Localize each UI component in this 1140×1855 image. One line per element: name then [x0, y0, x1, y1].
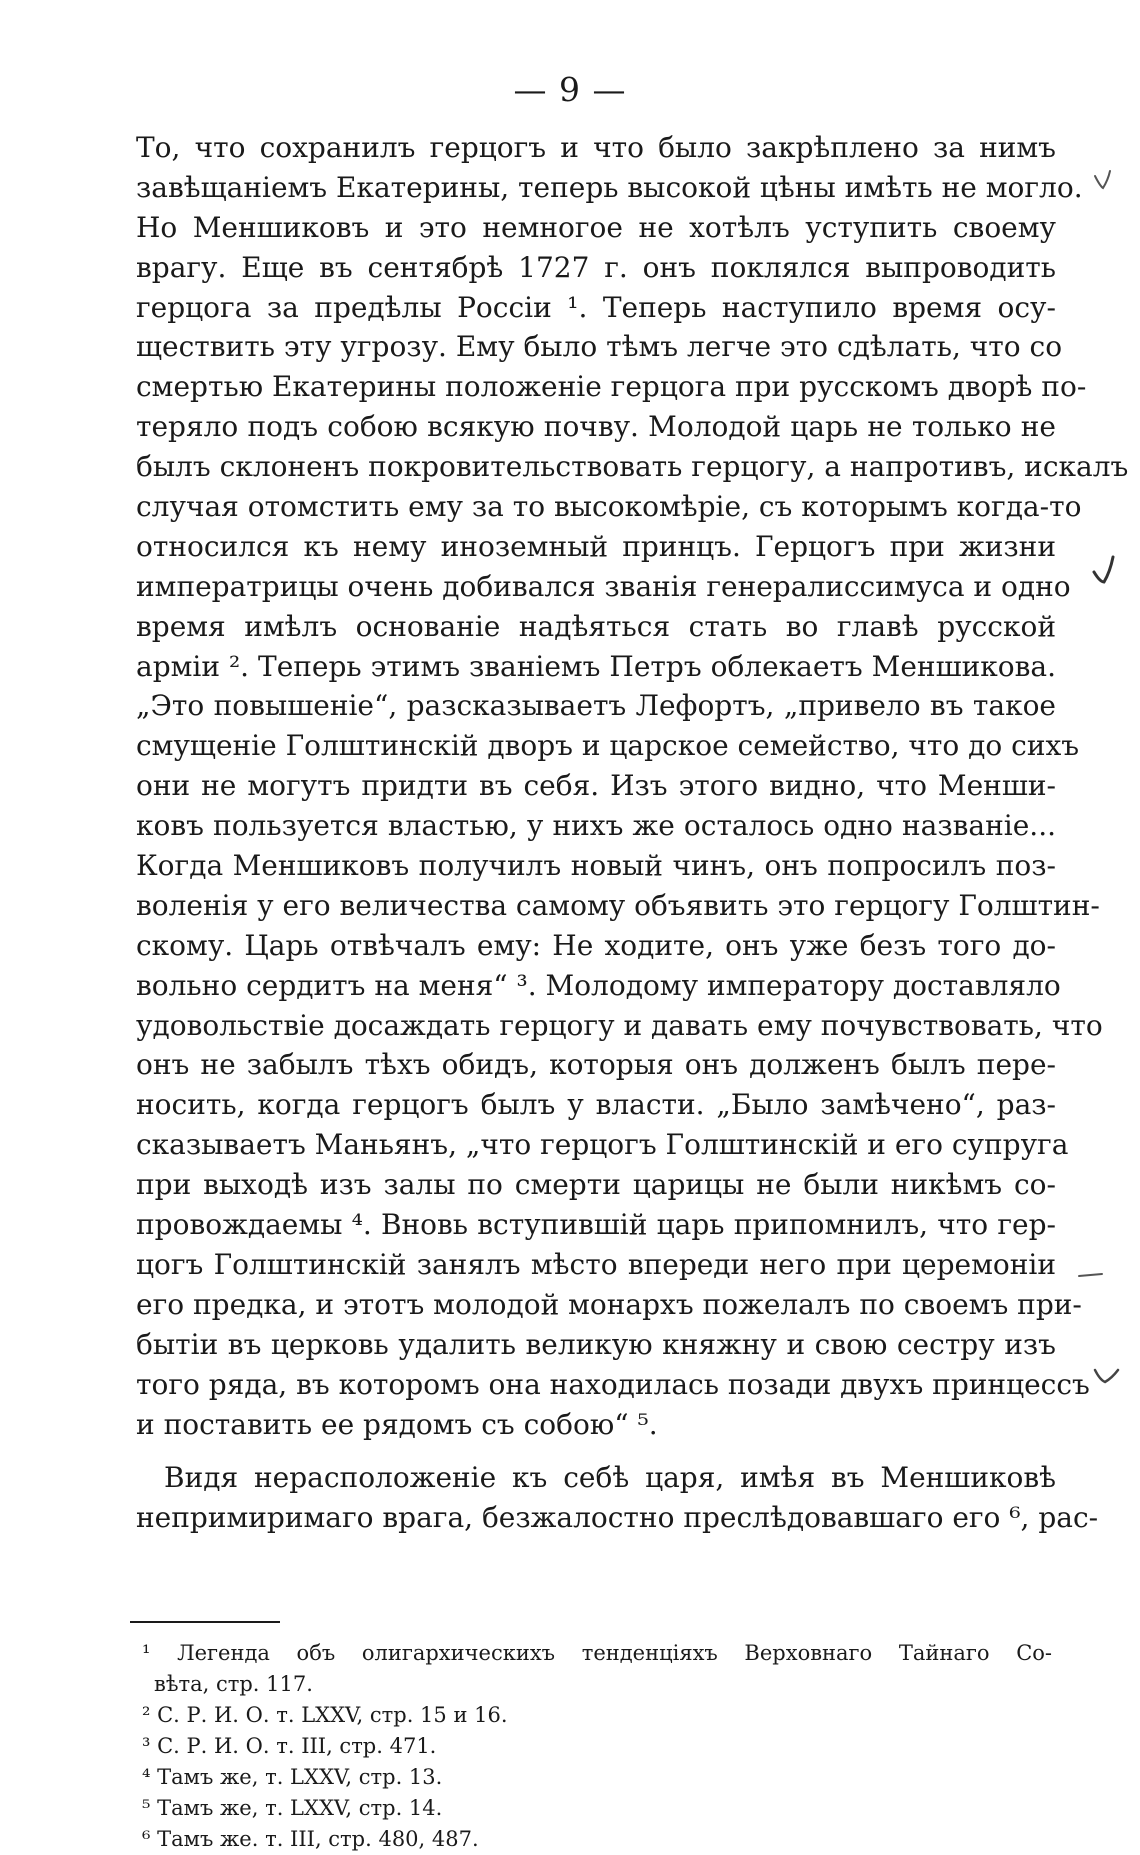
- footnote-1-continuation: вѣта, стр. 117.: [154, 1672, 313, 1696]
- footnote-5: ⁵ Тамъ же, т. LXXV, стр. 14.: [142, 1796, 443, 1820]
- footnote-2: ² С. Р. И. О. т. LXXV, стр. 15 и 16.: [142, 1703, 508, 1727]
- text-line: относился къ нему иноземный принцъ. Герцогъ при жизни: [136, 529, 1056, 563]
- text-line: провождаемы ⁴. Вновь вступившій царь припомнилъ, что гер-: [136, 1208, 1056, 1242]
- text-line: время имѣлъ основаніе надѣяться стать во главѣ русской: [136, 609, 1056, 643]
- footnote-1: ¹ Легенда объ олигархическихъ тенденціяхъ Верховнаго Тайнаго Со-: [142, 1641, 1052, 1665]
- paragraph: [136, 128, 1129, 1444]
- text-line: смущеніе Голштинскій дворъ и царское семейство, что до сихъ: [136, 729, 1080, 763]
- text-line: теряло подъ собою всякую почву. Молодой царь не только не: [136, 410, 1056, 444]
- text-line: завѣщаніемъ Екатерины, теперь высокой цѣны имѣть не могло.: [136, 170, 1083, 204]
- footnote-3: ³ С. Р. И. О. т. III, стр. 471.: [142, 1734, 437, 1758]
- text-line: при выходѣ изъ залы по смерти царицы не были никѣмъ со-: [136, 1168, 1056, 1202]
- text-line: герцога за предѣлы Россіи ¹. Теперь наступило время осу-: [136, 290, 1056, 324]
- text-line: императрицы очень добивался званія генералиссимуса и одно: [136, 569, 1071, 603]
- text-line: носить, когда герцогъ былъ у власти. „Было замѣчено“, раз-: [136, 1088, 1056, 1122]
- margin-check-mark: [1092, 168, 1114, 194]
- footnote-divider: [130, 1621, 280, 1623]
- text-line: былъ склоненъ покровительствовать герцогу, а напротивъ, искалъ: [136, 450, 1129, 484]
- text-line: бытіи въ церковь удалить великую княжну и свою сестру изъ: [136, 1327, 1056, 1361]
- text-line: арміи ². Теперь этимъ званіемъ Петръ облекаетъ Меншикова.: [136, 649, 1056, 683]
- text-line: того ряда, въ которомъ она находилась позади двухъ принцессъ: [136, 1367, 1090, 1401]
- footnote-6: ⁶ Тамъ же. т. III, стр. 480, 487.: [142, 1827, 479, 1851]
- text-line: удовольствіе досаждать герцогу и давать ему почувствовать, что: [136, 1008, 1103, 1042]
- text-line: ковъ пользуется властью, у нихъ же осталось одно названіе...: [136, 809, 1056, 843]
- text-line: случая отомстить ему за то высокомѣріе, съ которымъ когда-то: [136, 490, 1082, 524]
- text-line: врагу. Еще въ сентябрѣ 1727 г. онъ поклялся выпроводить: [136, 250, 1056, 284]
- text-line: цогъ Голштинскій занялъ мѣсто впереди него при церемоніи: [136, 1247, 1056, 1281]
- text-line: вольно сердитъ на меня“ ³. Молодому императору доставляло: [136, 968, 1061, 1002]
- text-line: „Это повышеніе“, разсказываетъ Лефортъ, „привело въ такое: [136, 689, 1056, 723]
- text-line: его предка, и этотъ молодой монархъ пожелалъ по своемъ при-: [136, 1287, 1082, 1321]
- body-text: [136, 128, 1129, 1538]
- footnote-4: ⁴ Тамъ же, т. LXXV, стр. 13.: [142, 1765, 443, 1789]
- text-line: ществить эту угрозу. Ему было тѣмъ легче это сдѣлать, что со: [136, 330, 1063, 364]
- text-line: онъ не забылъ тѣхъ обидъ, которыя онъ долженъ былъ пере-: [136, 1048, 1056, 1082]
- margin-dash-mark: [1076, 1268, 1106, 1282]
- margin-check-mark: [1092, 1362, 1122, 1392]
- paragraph-gap: [136, 1444, 1056, 1458]
- margin-check-mark: [1090, 554, 1118, 588]
- text-line: непримиримаго врага, безжалостно преслѣдовавшаго его ⁶, рас-: [136, 1501, 1099, 1535]
- footnotes: [142, 1638, 1052, 1855]
- text-line: То, что сохранилъ герцогъ и что было закрѣплено за нимъ: [136, 131, 1056, 164]
- text-line: и поставить ее рядомъ съ собою“ ⁵.: [136, 1407, 658, 1441]
- text-line: воленія у его величества самому объявить это герцогу Голштин-: [136, 888, 1100, 922]
- text-line: Когда Меншиковъ получилъ новый чинъ, онъ попросилъ поз-: [136, 849, 1056, 883]
- text-line: смертью Екатерины положеніе герцога при русскомъ дворѣ по-: [136, 370, 1087, 404]
- text-line: скому. Царь отвѣчалъ ему: Не ходите, онъ уже безъ того до-: [136, 928, 1056, 962]
- page-number: — 9 —: [513, 70, 627, 109]
- text-line: Видя нерасположеніе къ себѣ царя, имѣя въ Меншиковѣ: [164, 1461, 1056, 1495]
- paragraph: [136, 1458, 1099, 1538]
- text-line: они не могутъ придти въ себя. Изъ этого видно, что Менши-: [136, 769, 1056, 803]
- text-line: Но Меншиковъ и это немногое не хотѣлъ уступить своему: [136, 210, 1056, 244]
- text-line: сказываетъ Маньянъ, „что герцогъ Голштинскій и его супруга: [136, 1128, 1069, 1162]
